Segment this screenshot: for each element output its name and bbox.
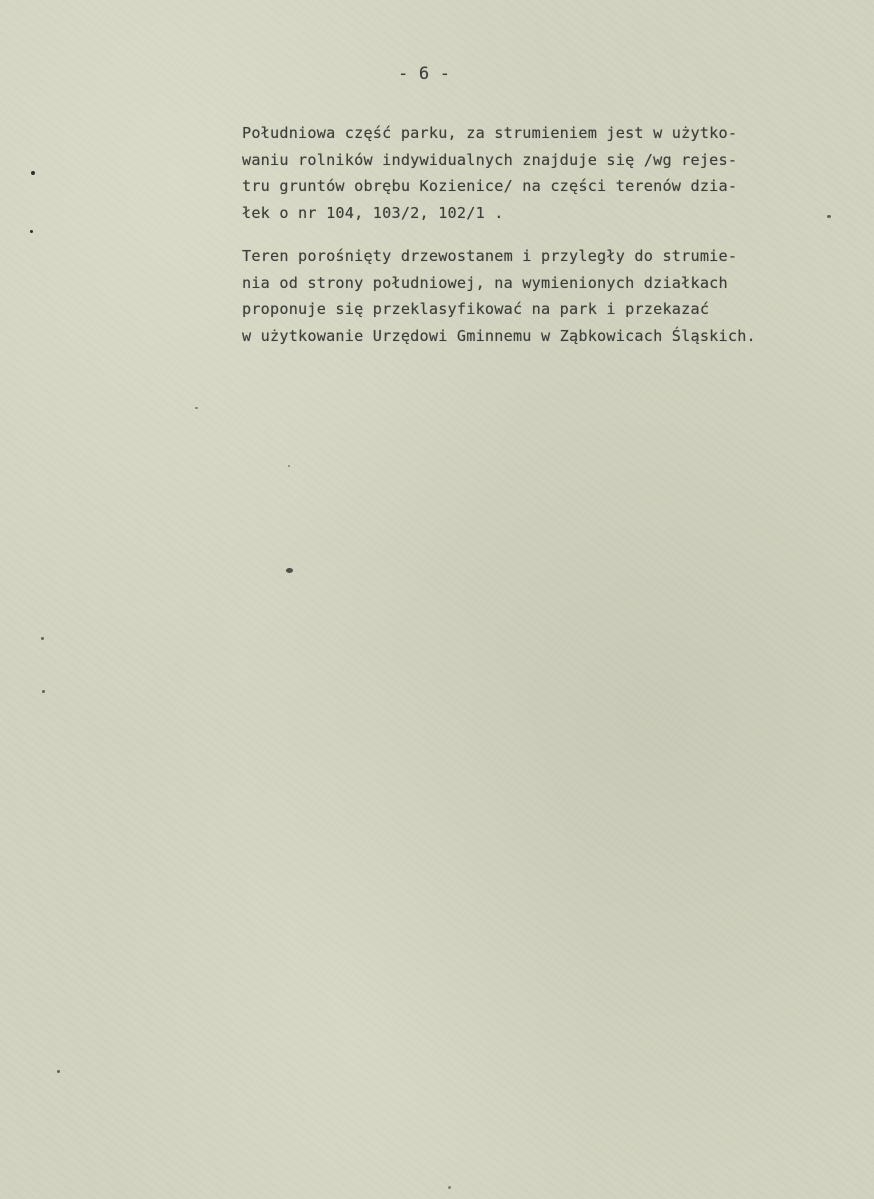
text-line: tru gruntów obrębu Kozienice/ na części terenów dzia- — [242, 177, 738, 195]
scan-speck — [41, 637, 44, 640]
scan-speck — [31, 171, 35, 175]
text-line: nia od strony południowej, na wymienionych działkach — [242, 273, 728, 292]
text-line: łek o nr 104, 103/2, 102/1 . — [242, 203, 504, 222]
text-line: Południowa część parku, za strumieniem jest w użytko- — [242, 124, 738, 142]
text-line: w użytkowanie Urzędowi Gminnemu w Ząbkowicach Śląskich. — [242, 326, 756, 345]
text-line: waniu rolników indywidualnych znajduje się /wg rejes- — [242, 150, 738, 169]
scan-speck — [30, 230, 33, 233]
paragraph-1 — [242, 120, 842, 226]
scan-speck — [448, 1186, 451, 1189]
text-line: proponuje się przeklasyfikować na park i przekazać — [242, 300, 710, 318]
page-number: - 6 - — [398, 64, 451, 84]
scan-speck — [288, 465, 290, 467]
paragraph-2 — [242, 243, 842, 349]
scan-speck — [827, 215, 831, 218]
text-line: Teren porośnięty drzewostanem i przyległy do strumie- — [242, 247, 738, 265]
scan-speck — [57, 1070, 60, 1073]
scan-speck — [42, 690, 45, 693]
scan-speck — [286, 568, 293, 573]
scan-speck — [195, 407, 198, 409]
